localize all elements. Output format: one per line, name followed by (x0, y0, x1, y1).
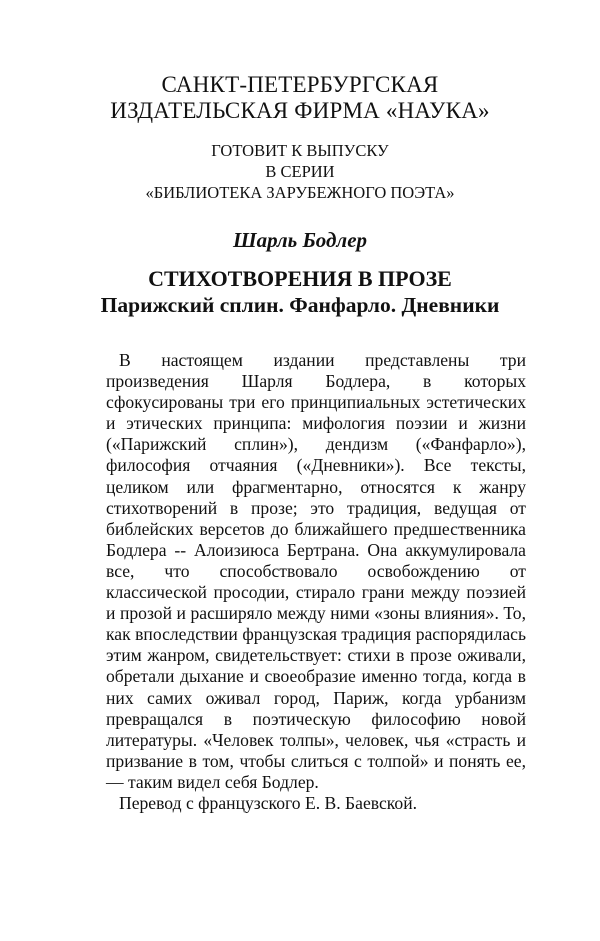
book-author: Шарль Бодлер (232, 228, 368, 252)
publisher-header (0, 72, 600, 124)
series-name: «БИБЛИОТЕКА ЗАРУБЕЖНОГО ПОЭТА» (145, 183, 455, 202)
series-announcement (0, 140, 600, 203)
book-subtitle: Парижский сплин. Фанфарло. Дневники (100, 293, 500, 317)
publisher-name-line-1: САНКТ-ПЕТЕРБУРГСКАЯ (161, 72, 439, 97)
book-title: СТИХОТВОРЕНИЯ В ПРОЗЕ (148, 266, 452, 291)
publisher-name-line-2: ИЗДАТЕЛЬСКАЯ ФИРМА «НАУКА» (110, 98, 490, 123)
description-paragraph: В настоящем издании представлены три произведения Шарля Бодлера, в которых сфокусированы три его принципиальных эстетических и этических принципа: мифология поэзии и жизни («Парижский сплин»), дендизм («Фанфарло»), философия отчаяния («Дневники»). Все тексты, целиком или фрагментарно, относятся к жанру стихотворений в прозе; это традиция, ведущая от библейских версетов до ближайшего предшественника Бодлера -- Алоизиюса Бертрана. Она аккумулировала все, что способствовало освобождению от классической просодии, стирало грани между поэзией и прозой и расширяло между ними «зоны влияния». То, как впоследствии французская традиция распорядилась этим жанром, свидетельствует: стихи в прозе оживали, обретали дыхание и своеобразие именно тогда, когда в них самих оживал город, Париж, когда урбанизм превращался в поэтическую философию новой литературы. «Человек толпы», человек, чья «страсть и призвание в том, чтобы слиться с толпой» и понять ее, — таким видел себя Бодлер. (106, 350, 526, 792)
announcement-line-series: В СЕРИИ (265, 162, 335, 181)
translation-note: Перевод с французского Е. В. Баевской. (119, 792, 418, 813)
book-description (106, 350, 526, 814)
announcement-line-prepares: ГОТОВИТ К ВЫПУСКУ (211, 141, 389, 160)
